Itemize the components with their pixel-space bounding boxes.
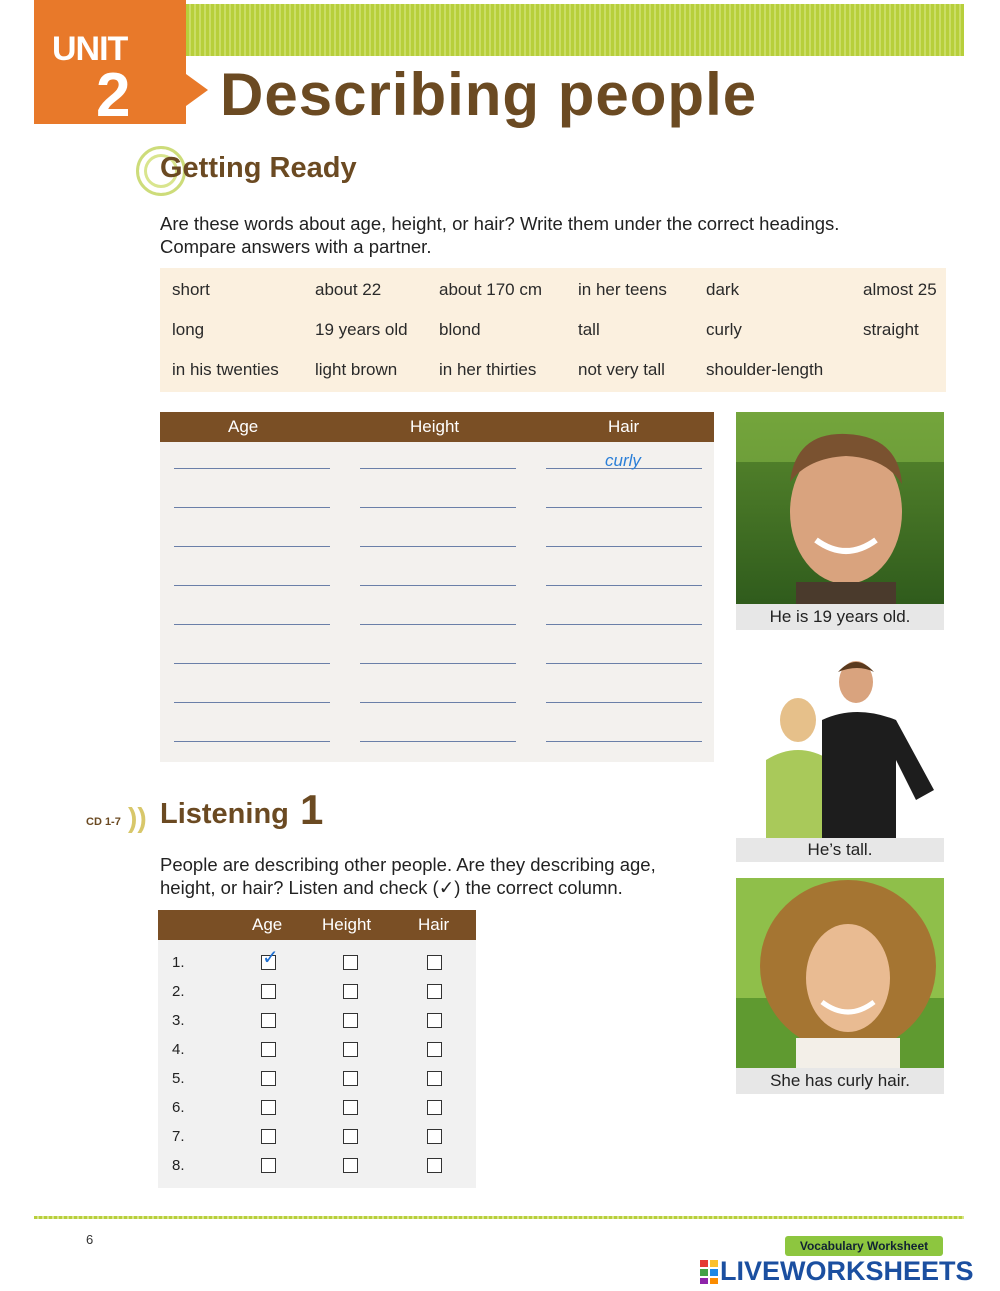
arrow-icon xyxy=(186,74,208,106)
row-number: 6. xyxy=(172,1099,185,1116)
answer-line[interactable] xyxy=(174,507,330,508)
checkbox-hair[interactable] xyxy=(427,955,442,970)
word: long xyxy=(172,320,205,339)
checkbox-age[interactable] xyxy=(261,1013,276,1028)
answer-line[interactable] xyxy=(360,702,516,703)
word: not very tall xyxy=(578,360,665,379)
word: curly xyxy=(706,320,742,339)
column-header-age: Age xyxy=(228,417,259,436)
answer-line[interactable] xyxy=(546,663,702,664)
word: 19 years old xyxy=(315,320,408,339)
word: blond xyxy=(439,320,481,339)
answer-table-header xyxy=(160,412,714,442)
row-number: 4. xyxy=(172,1041,185,1058)
liveworksheets-logo-icon xyxy=(700,1260,718,1284)
listening-instructions: People are describing other people. Are they describing age, height, or hair? Listen and check (✓) the correct column. xyxy=(160,854,656,898)
check-mark-icon: ✓ xyxy=(262,947,279,969)
checkbox-height[interactable] xyxy=(343,984,358,999)
photo-young-man xyxy=(736,412,944,606)
word: in her teens xyxy=(578,280,667,299)
checklist-header xyxy=(158,910,476,940)
answer-line[interactable] xyxy=(360,741,516,742)
column-header-hair: Hair xyxy=(608,417,640,436)
checkbox-hair[interactable] xyxy=(427,1013,442,1028)
checkbox-height[interactable] xyxy=(343,1071,358,1086)
word: about 170 cm xyxy=(439,280,543,299)
example-answer: curly xyxy=(605,451,641,470)
answer-line[interactable] xyxy=(174,585,330,586)
header-stripe xyxy=(186,4,964,56)
word: light brown xyxy=(315,360,398,379)
word: in his twenties xyxy=(172,360,279,379)
caption-couple: He’s tall. xyxy=(736,838,944,862)
checkbox-age[interactable] xyxy=(261,1042,276,1057)
checkbox-age[interactable] xyxy=(261,1129,276,1144)
row-number: 5. xyxy=(172,1070,185,1087)
caption-young-man: He is 19 years old. xyxy=(736,604,944,630)
word-box xyxy=(160,268,946,392)
photo-couple xyxy=(746,650,942,840)
column-header-age: Age xyxy=(252,915,283,934)
getting-ready-instructions: Are these words about age, height, or hair? Write them under the correct headings. Compare answers with a partner. xyxy=(160,213,840,257)
answer-line[interactable] xyxy=(360,624,516,625)
column-header-hair: Hair xyxy=(418,915,450,934)
answer-line[interactable] xyxy=(174,741,330,742)
checkbox-height[interactable] xyxy=(343,1013,358,1028)
audio-icon: )) xyxy=(128,802,147,833)
answer-line[interactable] xyxy=(546,546,702,547)
checkbox-height[interactable] xyxy=(343,1042,358,1057)
answer-line[interactable] xyxy=(174,546,330,547)
word: straight xyxy=(863,320,919,339)
row-number: 8. xyxy=(172,1157,185,1174)
footer-divider xyxy=(34,1216,964,1219)
checkbox-hair[interactable] xyxy=(427,1100,442,1115)
answer-line[interactable] xyxy=(360,663,516,664)
checkbox-height[interactable] xyxy=(343,955,358,970)
section-heading-getting-ready: Getting Ready xyxy=(160,152,357,184)
answer-line[interactable] xyxy=(546,702,702,703)
word: about 22 xyxy=(315,280,382,299)
checkbox-height[interactable] xyxy=(343,1100,358,1115)
section-heading-number: 1 xyxy=(300,786,324,833)
answer-line[interactable] xyxy=(546,507,702,508)
liveworksheets-brand: LIVEWORKSHEETS xyxy=(720,1256,974,1286)
answer-line[interactable] xyxy=(174,702,330,703)
answer-line[interactable] xyxy=(174,624,330,625)
checkbox-age[interactable] xyxy=(261,1100,276,1115)
vocabulary-worksheet-badge: Vocabulary Worksheet xyxy=(785,1236,943,1256)
unit-label: UNIT xyxy=(52,30,128,68)
checkbox-height[interactable] xyxy=(343,1129,358,1144)
answer-line[interactable] xyxy=(546,741,702,742)
page-number: 6 xyxy=(86,1232,94,1247)
answer-line[interactable] xyxy=(360,585,516,586)
unit-number: 2 xyxy=(96,61,131,130)
cd-track-label: CD 1-7 xyxy=(86,816,121,828)
word: dark xyxy=(706,280,740,299)
checkbox-hair[interactable] xyxy=(427,1071,442,1086)
word: in her thirties xyxy=(439,360,537,379)
row-number: 7. xyxy=(172,1128,185,1145)
answer-line[interactable] xyxy=(174,663,330,664)
caption-curly-girl: She has curly hair. xyxy=(736,1068,944,1094)
checklist-table xyxy=(158,910,476,1188)
checkbox-height[interactable] xyxy=(343,1158,358,1173)
answer-line[interactable] xyxy=(360,546,516,547)
answer-line[interactable] xyxy=(546,624,702,625)
section-heading-listening: Listening xyxy=(160,798,289,830)
checkbox-hair[interactable] xyxy=(427,1158,442,1173)
word: short xyxy=(172,280,210,299)
word: shoulder-length xyxy=(706,360,824,379)
row-number: 3. xyxy=(172,1012,185,1029)
checkbox-age[interactable] xyxy=(261,1158,276,1173)
word: tall xyxy=(578,320,600,339)
row-number: 2. xyxy=(172,983,185,1000)
checkbox-hair[interactable] xyxy=(427,984,442,999)
checkbox-hair[interactable] xyxy=(427,1129,442,1144)
row-number: 1. xyxy=(172,954,185,971)
column-header-height: Height xyxy=(410,417,460,436)
answer-line[interactable] xyxy=(546,585,702,586)
word: almost 25 xyxy=(863,280,937,299)
page-title: Describing people xyxy=(220,61,758,128)
checkbox-age[interactable] xyxy=(261,1071,276,1086)
answer-line[interactable] xyxy=(174,468,330,469)
column-header-height: Height xyxy=(322,915,372,934)
checkbox-hair[interactable] xyxy=(427,1042,442,1057)
photo-curly-girl xyxy=(736,878,944,1070)
answer-line[interactable] xyxy=(360,507,516,508)
checkbox-age[interactable] xyxy=(261,984,276,999)
answer-line[interactable] xyxy=(360,468,516,469)
